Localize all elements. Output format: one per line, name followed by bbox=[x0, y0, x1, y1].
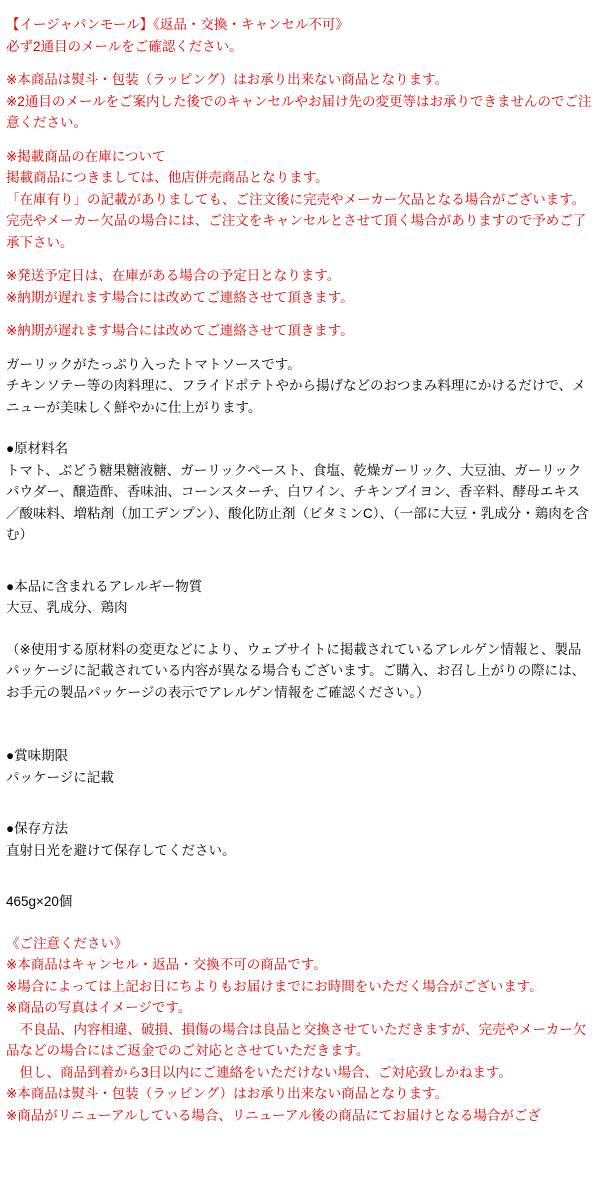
text-line: ●原材料名 bbox=[6, 441, 69, 456]
text-line: ※納期が遅れます場合には改めてご連絡させて頂きます。 bbox=[6, 289, 354, 305]
block-spacer bbox=[6, 134, 592, 146]
block-spacer bbox=[6, 788, 592, 818]
text-line: ※本商品はキャンセル・返品・交換不可の商品です。 bbox=[6, 957, 327, 972]
text-block-product-description bbox=[6, 354, 592, 419]
text-line: 不良品、内容相違、破損、損傷の場合は良品と交換させていただきますが、完売やメーカー欠品などの場合にはご返金でのご対応とさせていただきます。 bbox=[6, 1021, 587, 1058]
text-line: ※場合によっては上記お日にちよりもお届けまでにお時間をいただく場合がございます。 bbox=[6, 978, 543, 994]
block-spacer bbox=[6, 57, 592, 69]
text-line: 必ず2通目のメールをご確認ください。 bbox=[6, 38, 243, 54]
block-spacer bbox=[6, 342, 592, 354]
text-line: 完売やメーカー欠品の場合には、ご注文をキャンセルとさせて頂く場合がありますので予めご了承下さい。 bbox=[6, 213, 587, 250]
text-line: パッケージに記載 bbox=[6, 769, 114, 785]
text-line: ※本商品は熨斗・包装（ラッピング）はお承り出来ない商品となります。 bbox=[6, 72, 449, 87]
block-spacer bbox=[6, 619, 592, 639]
text-line: ※本商品は熨斗・包装（ラッピング）はお承り出来ない商品となります。 bbox=[6, 1086, 449, 1101]
text-line: ※掲載商品の在庫について bbox=[6, 148, 166, 164]
text-line: （※使用する原材料の変更などにより、ウェブサイトに掲載されているアレルゲン情報と、製品パッケージに記載されている内容が異なる場合もございます。ご購入、お召し上がりの際には、お手元の製品パッケージの表示でアレルゲン情報をご確認ください。） bbox=[6, 641, 586, 700]
text-line: 直射日光を避けて保存してください。 bbox=[6, 842, 236, 858]
text-line: ※2通目のメールをご案内した後でのキャンセルやお届け先の変更等はお承りできませんのでご注意ください。 bbox=[6, 93, 592, 130]
text-line: ●保存方法 bbox=[6, 821, 69, 836]
text-line: ●本品に含まれるアレルギー物質 bbox=[6, 578, 203, 594]
text-block-quantity bbox=[6, 891, 592, 913]
text-block-ingredients bbox=[6, 438, 592, 546]
text-line: 465g×20個 bbox=[6, 894, 73, 909]
text-line: 大豆、乳成分、鶏肉 bbox=[6, 600, 128, 615]
text-line: チキンソテー等の肉料理に、フライドポテトやから揚げなどのおつまみ料理にかけるだけで、メニューが美味しく鮮やかに仕上がります。 bbox=[6, 378, 586, 415]
block-spacer bbox=[6, 861, 592, 891]
text-block-shipping-notice bbox=[6, 265, 592, 308]
text-line: ※納期が遅れます場合には改めてご連絡させて頂きます。 bbox=[6, 323, 354, 338]
text-line: 但し、商品到着から3日以内にご連絡をいただけない場合、ご対応致しかねます。 bbox=[6, 1064, 512, 1080]
text-block-allergens bbox=[6, 576, 592, 619]
block-spacer bbox=[6, 308, 592, 320]
block-spacer bbox=[6, 253, 592, 265]
text-block-stock-notice bbox=[6, 146, 592, 254]
text-block-allergen-disclaimer bbox=[6, 639, 592, 704]
text-line: ※発送予定日は、在庫がある場合の予定日となります。 bbox=[6, 268, 341, 283]
block-spacer bbox=[6, 703, 592, 745]
text-block-shop-policy-header bbox=[6, 14, 592, 57]
document-blocks bbox=[6, 14, 592, 1126]
text-line: 《ご注意ください》 bbox=[6, 935, 128, 951]
text-line: 掲載商品につきましては、他店併売商品となります。 bbox=[6, 170, 329, 185]
block-spacer bbox=[6, 546, 592, 576]
block-spacer bbox=[6, 418, 592, 438]
text-line: ガーリックがたっぷり入ったトマトソースです。 bbox=[6, 356, 301, 372]
text-block-storage bbox=[6, 818, 592, 861]
text-block-cautions bbox=[6, 933, 592, 1127]
text-line: トマト、ぶどう糖果糖液糖、ガーリックペースト、食塩、乾燥ガーリック、大豆油、ガーリックパウダー、醸造酢、香味油、コーンスターチ、白ワイン、チキンブイヨン、香辛料、酵母エキス／酸味料、増粘剤（加工デンプン）、酸化防止剤（ビタミンC）、（一部に大豆・乳成分・鶏肉を含む） bbox=[6, 462, 589, 542]
text-line: ●賞味期限 bbox=[6, 748, 69, 763]
text-line: ※商品がリニューアルしている場合、リニューアル後の商品にてお届けとなる場合がござ bbox=[6, 1107, 541, 1123]
text-line: 「在庫有り」の記載がありましても、ご注文後に完売やメーカー欠品となる場合がございます。 bbox=[6, 191, 586, 207]
text-block-best-before bbox=[6, 745, 592, 788]
text-block-delay-notice bbox=[6, 320, 592, 342]
text-line: 【イージャパンモール】《返品・交換・キャンセル不可》 bbox=[6, 17, 349, 32]
text-line: ※商品の写真はイメージです。 bbox=[6, 1000, 192, 1015]
text-block-wrapping-notice bbox=[6, 69, 592, 134]
block-spacer bbox=[6, 913, 592, 933]
